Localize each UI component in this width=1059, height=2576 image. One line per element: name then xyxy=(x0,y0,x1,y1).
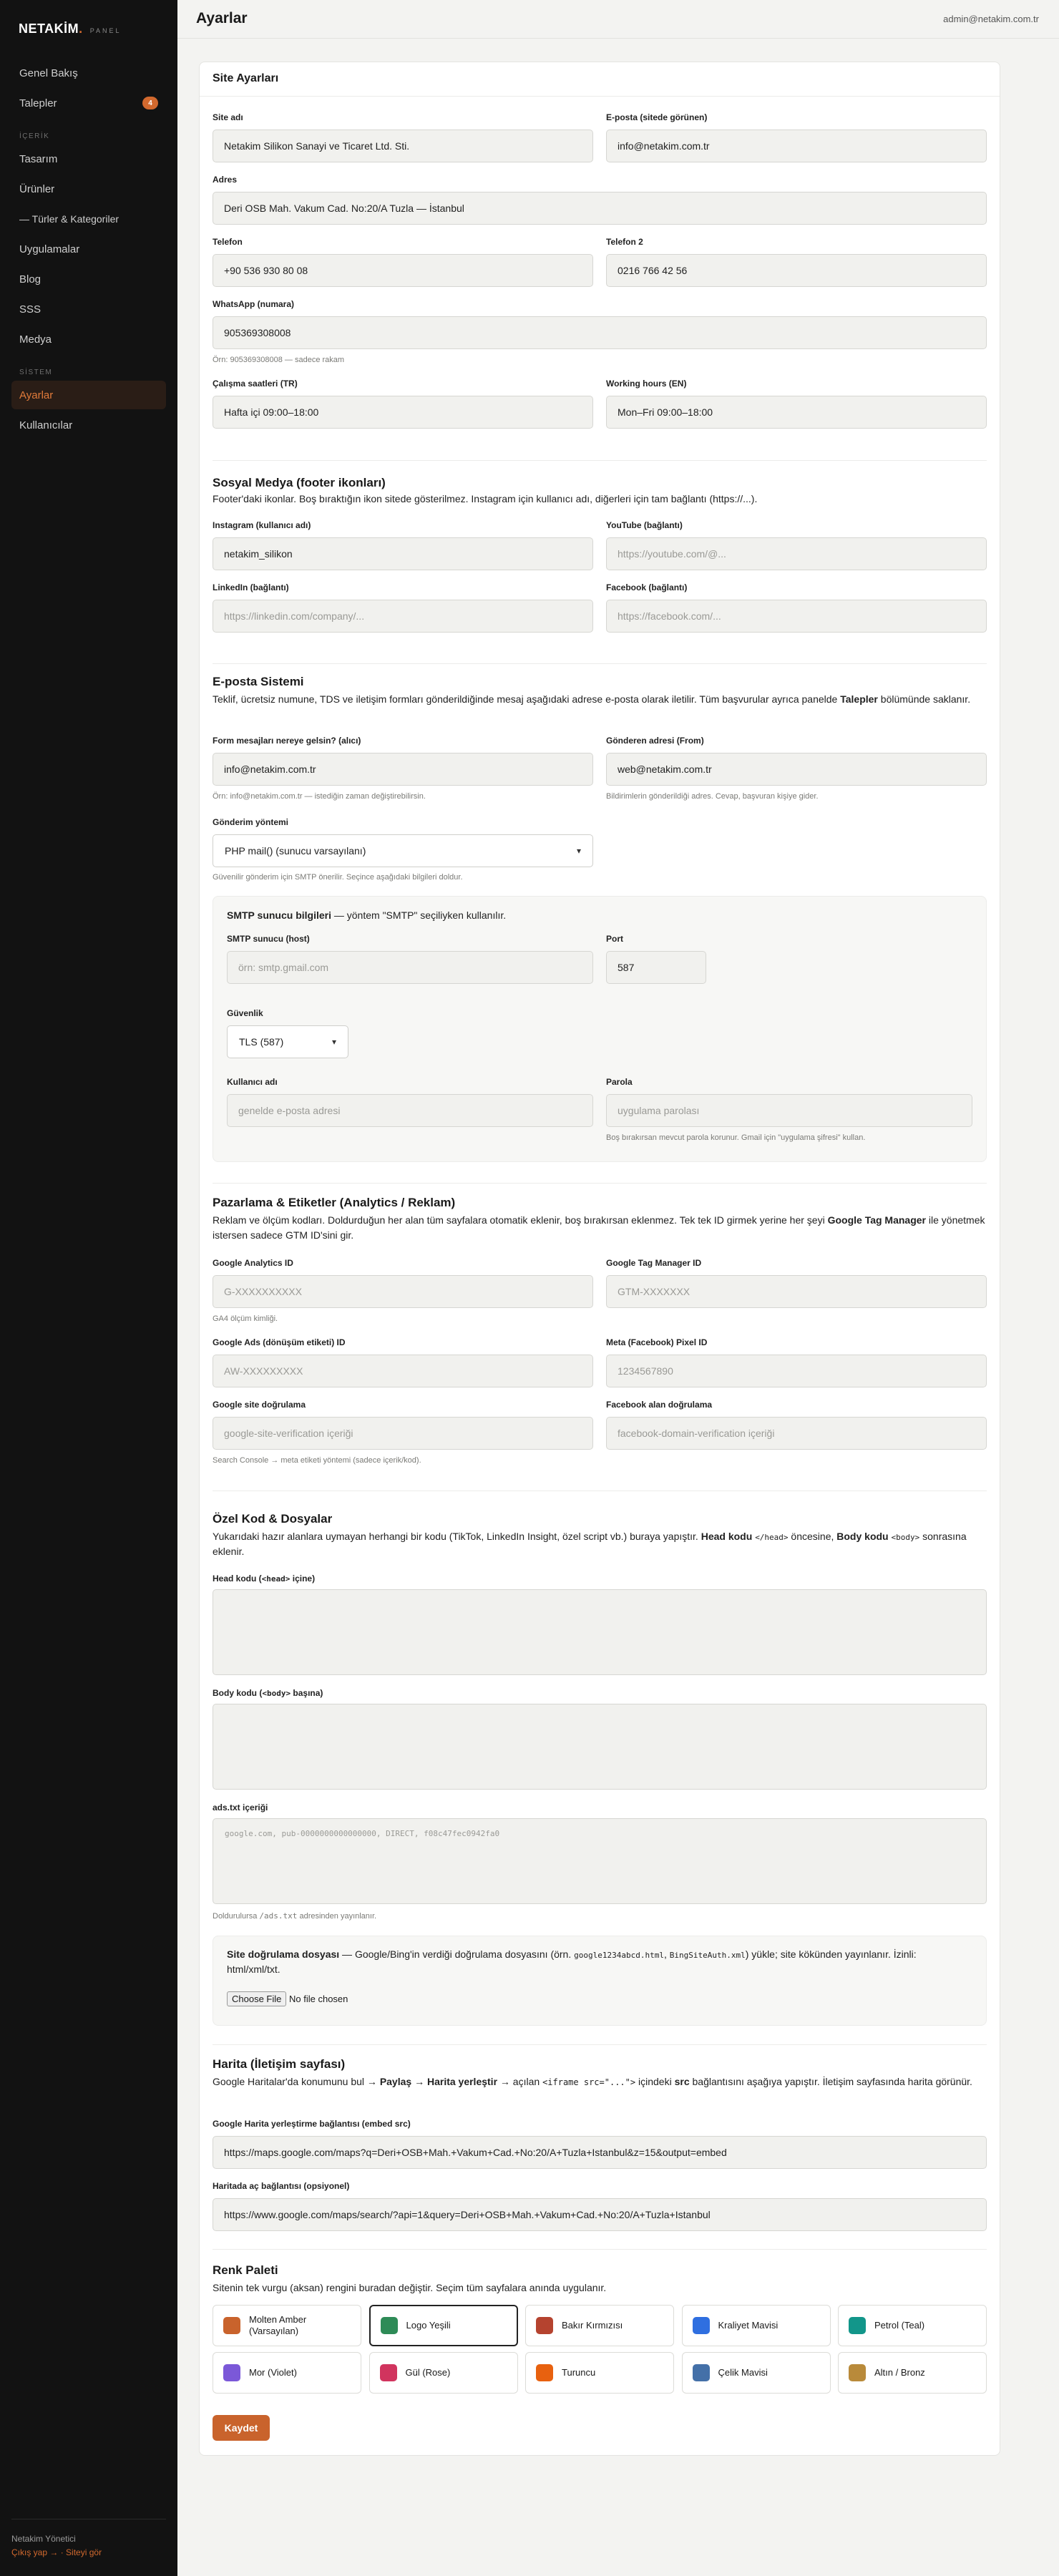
linkedin-input[interactable]: https://linkedin.com/company/... xyxy=(213,600,593,633)
phone2-label: Telefon 2 xyxy=(606,237,643,247)
brand-sub: PANEL xyxy=(89,27,122,34)
meta-pixel-label: Meta (Facebook) Pixel ID xyxy=(606,1337,708,1347)
smtp-host-input[interactable]: örn: smtp.gmail.com xyxy=(227,951,593,984)
ads-txt-textarea[interactable]: google.com, pub-0000000000000000, DIRECT, f08c47fec0942fa0 xyxy=(213,1818,987,1904)
whatsapp-input[interactable]: 905369308008 xyxy=(213,316,987,349)
mail-method-select[interactable]: PHP mail() (sunucu varsayılanı) ▾ xyxy=(213,834,593,867)
site-email-input[interactable]: info@netakim.com.tr xyxy=(606,130,987,162)
current-user-name: Netakim Yönetici xyxy=(11,2534,76,2544)
custom-section-title: Özel Kod & Dosyalar xyxy=(213,1512,333,1526)
color-swatch-icon xyxy=(536,2364,553,2381)
phone-input[interactable]: +90 536 930 80 08 xyxy=(213,254,593,287)
ga-label: Google Analytics ID xyxy=(213,1258,293,1268)
color-swatch-icon xyxy=(223,2317,240,2334)
mail-section-desc: Teklif, ücretsiz numune, TDS ve iletişim formları gönderildiğinde mesaj aşağıdaki adrese e-posta olarak iletilir. Tüm başvurular ayrıca panelde Talepler bölümünde saklanır. xyxy=(213,693,971,705)
mail-from-label: Gönderen adresi (From) xyxy=(606,736,704,746)
smtp-port-label: Port xyxy=(606,934,623,944)
sidebar-item-design[interactable]: Tasarım xyxy=(19,152,58,165)
palette-swatch-label: Petrol (Teal) xyxy=(874,2319,925,2331)
page-title: Ayarlar xyxy=(196,10,248,26)
palette-swatch[interactable] xyxy=(525,2305,674,2346)
site-name-input[interactable]: Netakim Silikon Sanayi ve Ticaret Ltd. Sti. xyxy=(213,130,593,162)
ads-id-label: Google Ads (dönüşüm etiketi) ID xyxy=(213,1337,346,1347)
youtube-input[interactable]: https://youtube.com/@... xyxy=(606,537,987,570)
sidebar-footer xyxy=(11,2519,166,2557)
facebook-label: Facebook (bağlantı) xyxy=(606,582,688,592)
smtp-pass-label: Parola xyxy=(606,1077,633,1087)
smtp-pass-help: Boş bırakırsan mevcut parola korunur. Gmail için "uygulama şifresi" kullan. xyxy=(606,1133,866,1142)
topbar-user-email: admin@netakim.com.tr xyxy=(943,14,1039,24)
sidebar-item-applications[interactable]: Uygulamalar xyxy=(19,243,80,255)
marketing-section-title: Pazarlama & Etiketler (Analytics / Reklam) xyxy=(213,1196,456,1209)
palette-swatch-label: Çelik Mavisi xyxy=(718,2366,768,2378)
color-swatch-icon xyxy=(693,2364,710,2381)
sidebar-item-requests[interactable]: Talepler 4 xyxy=(11,89,166,117)
verify-file-input xyxy=(227,1991,348,2006)
sidebar-item-faq[interactable]: SSS xyxy=(19,303,42,316)
card-title: Site Ayarları xyxy=(200,62,1000,97)
mail-from-input[interactable]: web@netakim.com.tr xyxy=(606,753,987,786)
ga-input[interactable]: G-XXXXXXXXXX xyxy=(213,1275,593,1308)
hours-en-input[interactable]: Mon–Fri 09:00–18:00 xyxy=(606,396,987,429)
palette-swatch[interactable] xyxy=(525,2352,674,2394)
site-email-label: E-posta (sitede görünen) xyxy=(606,112,708,122)
map-open-input[interactable]: https://www.google.com/maps/search/?api=1&query=Deri+OSB+Mah.+Vakum+Cad.+No:20/A+Tuzla+Istanbul xyxy=(213,2198,987,2231)
site-name-label: Site adı xyxy=(213,112,243,122)
sidebar-item-settings[interactable]: Ayarlar xyxy=(11,381,166,409)
social-section-desc: Footer'daki ikonlar. Boş bıraktığın ikon sitede gösterilmez. Instagram için kullanıcı adı, diğerleri için tam bağlantı (https://...). xyxy=(213,493,758,504)
map-section-desc: Google Haritalar'da konumunu bul → Paylaş → Harita yerleştir → açılan <iframe src="..."> içindeki src bağlantısını aşağıya yapıştır. İletişim sayfasında harita görünür. xyxy=(213,2076,972,2087)
brand-logo[interactable] xyxy=(19,21,122,36)
mail-to-label: Form mesajları nereye gelsin? (alıcı) xyxy=(213,736,361,746)
hours-tr-input[interactable]: Hafta içi 09:00–18:00 xyxy=(213,396,593,429)
custom-section-desc: Yukarıdaki hazır alanlara uymayan herhangi bir kodu (TikTok, LinkedIn Insight, özel script vb.) buraya yapıştır. Head kodu </head> öncesine, Body kodu <body> sonrasına eklenir. xyxy=(213,1531,967,1557)
instagram-label: Instagram (kullanıcı adı) xyxy=(213,520,311,530)
meta-pixel-input[interactable]: 1234567890 xyxy=(606,1355,987,1387)
file-status: No file chosen xyxy=(289,1994,348,2004)
palette-swatch[interactable] xyxy=(682,2352,831,2394)
smtp-user-label: Kullanıcı adı xyxy=(227,1077,278,1087)
topbar xyxy=(177,0,1059,39)
facebook-verify-label: Facebook alan doğrulama xyxy=(606,1400,713,1410)
smtp-box-title: SMTP sunucu bilgileri — yöntem "SMTP" seçiliyken kullanılır. xyxy=(227,909,507,921)
choose-file-button[interactable]: Choose File xyxy=(227,1991,286,2006)
mail-method-label: Gönderim yöntemi xyxy=(213,817,289,827)
requests-count-badge: 4 xyxy=(142,97,158,109)
brand-name: NETAKİM xyxy=(19,21,79,36)
section-divider xyxy=(213,460,987,461)
marketing-section-desc: Reklam ve ölçüm kodları. Doldurduğun her alan tüm sayfalara otomatik eklenir, boş bırakırsan eklenmez. Tek tek ID girmek yerine her şeyi Google Tag Manager ile yönetmek istersen sadece GTM ID'sini gir. xyxy=(213,1214,985,1241)
chevron-down-icon: ▾ xyxy=(576,846,581,856)
phone-label: Telefon xyxy=(213,237,243,247)
nav-section-system: SİSTEM xyxy=(19,369,53,376)
palette-swatch[interactable] xyxy=(369,2352,518,2394)
palette-swatch[interactable] xyxy=(213,2305,361,2346)
address-input[interactable]: Deri OSB Mah. Vakum Cad. No:20/A Tuzla — İstanbul xyxy=(213,192,987,225)
smtp-port-input[interactable]: 587 xyxy=(606,951,706,984)
color-swatch-icon xyxy=(223,2364,240,2381)
verify-file-desc: Site doğrulama dosyası — Google/Bing'in verdiği doğrulama dosyasını (örn. google1234abcd.html, BingSiteAuth.xml) yükle; site kökünden yayınlanır. İzinli: html/xml/txt. xyxy=(227,1948,917,1975)
palette-swatch-label: Bakır Kırmızısı xyxy=(562,2319,623,2331)
linkedin-label: LinkedIn (bağlantı) xyxy=(213,582,289,592)
smtp-host-label: SMTP sunucu (host) xyxy=(227,934,310,944)
palette-swatch-label: Kraliyet Mavisi xyxy=(718,2319,779,2331)
ads-txt-label: ads.txt içeriği xyxy=(213,1802,268,1813)
sidebar-item-blog[interactable]: Blog xyxy=(19,273,42,286)
body-code-label: Body kodu (<body> başına) xyxy=(213,1688,323,1698)
view-site-link[interactable]: Siteyi gör xyxy=(66,2547,102,2557)
youtube-label: YouTube (bağlantı) xyxy=(606,520,683,530)
google-verify-label: Google site doğrulama xyxy=(213,1400,306,1410)
color-swatch-icon xyxy=(536,2317,553,2334)
palette-section-desc: Sitenin tek vurgu (aksan) rengini buradan değiştir. Seçim tüm sayfalara anında uygulanır. xyxy=(213,2282,607,2293)
sidebar xyxy=(0,0,177,2576)
nav-section-content: İÇERİK xyxy=(19,132,50,140)
section-divider xyxy=(213,2249,987,2250)
sidebar-item-products[interactable]: Ürünler xyxy=(19,182,55,195)
color-swatch-icon xyxy=(381,2317,398,2334)
facebook-verify-input[interactable]: facebook-domain-verification içeriği xyxy=(606,1417,987,1450)
sidebar-nav xyxy=(11,59,166,441)
palette-swatch[interactable] xyxy=(369,2305,518,2346)
smtp-security-label: Güvenlik xyxy=(227,1008,263,1018)
whatsapp-help: Örn: 905369308008 — sadece rakam xyxy=(213,356,345,364)
sidebar-item-overview[interactable]: Genel Bakış xyxy=(19,67,78,79)
palette-section-title: Renk Paleti xyxy=(213,2263,278,2277)
palette-swatch[interactable] xyxy=(838,2352,987,2394)
settings-card xyxy=(199,62,1000,2456)
map-embed-input[interactable]: https://maps.google.com/maps?q=Deri+OSB+Mah.+Vakum+Cad.+No:20/A+Tuzla+Istanbul&z=15&output=embed xyxy=(213,2136,987,2169)
map-embed-label: Google Harita yerleştirme bağlantısı (embed src) xyxy=(213,2119,411,2129)
palette-swatch-label: Turuncu xyxy=(562,2366,596,2378)
color-swatch-icon xyxy=(693,2317,710,2334)
sidebar-item-types-categories[interactable]: — Türler & Kategoriler xyxy=(19,213,119,225)
google-verify-help: Search Console → meta etiketi yöntemi (sadece içerik/kod). xyxy=(213,1456,421,1465)
facebook-input[interactable]: https://facebook.com/... xyxy=(606,600,987,633)
gtm-input[interactable]: GTM-XXXXXXX xyxy=(606,1275,987,1308)
gtm-label: Google Tag Manager ID xyxy=(606,1258,702,1268)
chevron-down-icon: ▾ xyxy=(331,1037,336,1047)
social-section-title: Sosyal Medya (footer ikonları) xyxy=(213,476,386,489)
head-code-textarea[interactable] xyxy=(213,1589,987,1675)
palette-swatch-label: Logo Yeşili xyxy=(406,2319,451,2331)
brand-dot: . xyxy=(79,21,83,36)
arrow-right-icon: → xyxy=(49,2547,59,2557)
palette-swatch-label: Altın / Bronz xyxy=(874,2366,925,2378)
color-swatch-icon xyxy=(849,2364,866,2381)
sidebar-item-users[interactable]: Kullanıcılar xyxy=(19,419,73,431)
mail-method-help: Güvenilir gönderim için SMTP önerilir. Seçince aşağıdaki bilgileri doldur. xyxy=(213,873,463,882)
palette-swatch-label: Mor (Violet) xyxy=(249,2366,297,2378)
map-section-title: Harita (İletişim sayfası) xyxy=(213,2057,346,2071)
head-code-label: Head kodu (<head> içine) xyxy=(213,1574,316,1584)
palette-swatch-label: Molten Amber (Varsayılan) xyxy=(249,2313,307,2336)
smtp-user-input[interactable]: genelde e-posta adresi xyxy=(227,1094,593,1127)
mail-to-input[interactable]: info@netakim.com.tr xyxy=(213,753,593,786)
map-open-label: Haritada aç bağlantısı (opsiyonel) xyxy=(213,2181,350,2191)
ga-help: GA4 ölçüm kimliği. xyxy=(213,1314,278,1323)
save-button[interactable]: Kaydet xyxy=(213,2415,270,2441)
body-code-textarea[interactable] xyxy=(213,1704,987,1790)
palette-swatch-label: Gül (Rose) xyxy=(405,2366,451,2378)
color-swatch-icon xyxy=(380,2364,397,2381)
palette-swatch[interactable] xyxy=(213,2352,361,2394)
address-label: Adres xyxy=(213,175,238,185)
ads-txt-help: Doldurulursa /ads.txt adresinden yayınlanır. xyxy=(213,1911,377,1921)
palette-swatch[interactable] xyxy=(838,2305,987,2346)
section-divider xyxy=(213,2044,987,2045)
section-divider xyxy=(213,663,987,664)
ads-id-input[interactable]: AW-XXXXXXXXX xyxy=(213,1355,593,1387)
mail-to-help: Örn: info@netakim.com.tr — istediğin zaman değiştirebilirsin. xyxy=(213,792,426,801)
hours-tr-label: Çalışma saatleri (TR) xyxy=(213,379,298,389)
section-divider xyxy=(213,1183,987,1184)
hours-en-label: Working hours (EN) xyxy=(606,379,687,389)
smtp-security-select[interactable]: TLS (587) ▾ xyxy=(227,1025,348,1058)
mail-from-help: Bildirimlerin gönderildiği adres. Cevap, başvuran kişiye gider. xyxy=(606,792,819,801)
color-swatch-icon xyxy=(849,2317,866,2334)
instagram-input[interactable]: netakim_silikon xyxy=(213,537,593,570)
google-verify-input[interactable]: google-site-verification içeriği xyxy=(213,1417,593,1450)
smtp-pass-input[interactable]: uygulama parolası xyxy=(606,1094,972,1127)
whatsapp-label: WhatsApp (numara) xyxy=(213,299,294,309)
sidebar-item-media[interactable]: Medya xyxy=(19,333,52,346)
phone2-input[interactable]: 0216 766 42 56 xyxy=(606,254,987,287)
palette-swatch[interactable] xyxy=(682,2305,831,2346)
mail-section-title: E-posta Sistemi xyxy=(213,675,304,688)
link-separator: · xyxy=(60,2547,64,2557)
logout-link[interactable]: Çıkış yap → xyxy=(11,2547,59,2557)
